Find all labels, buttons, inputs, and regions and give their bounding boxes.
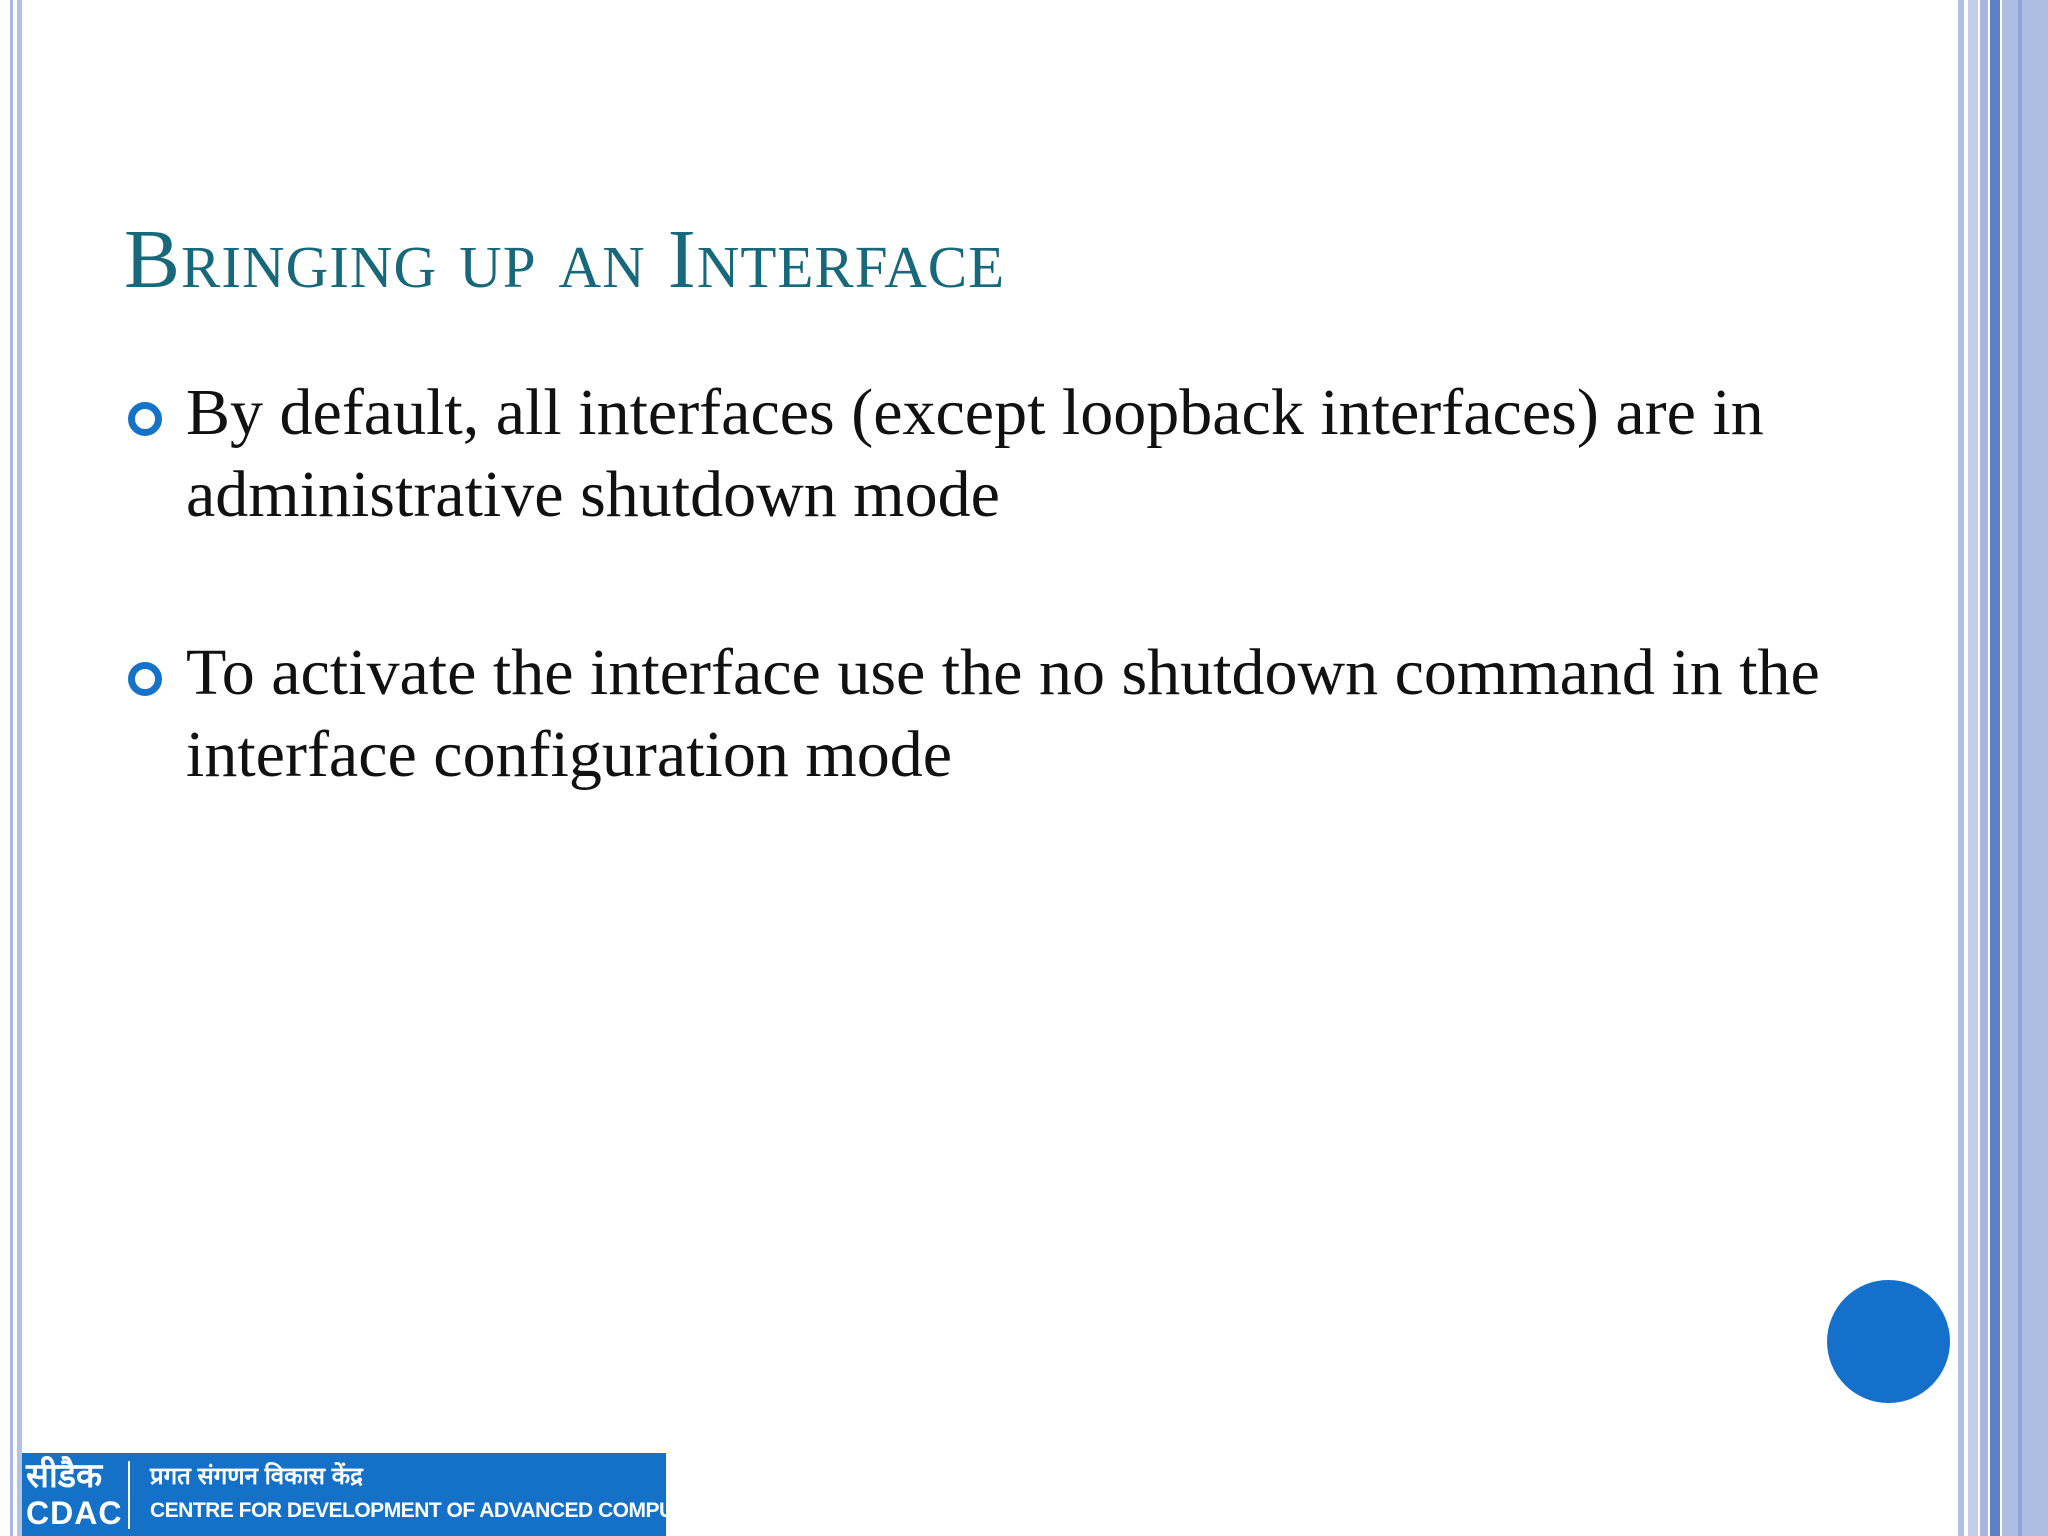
bullet-item (124, 372, 1924, 536)
logo-short-name: CDAC (26, 1495, 123, 1531)
right-border-stripe (1958, 0, 1964, 1536)
bullet-text: To activate the interface use the no shutdown command in the interface configuration mode (186, 636, 1820, 791)
logo-english-full-name: CENTRE FOR DEVELOPMENT OF ADVANCED COMPUTING (150, 1499, 722, 1522)
cdac-logo-mark (22, 1453, 130, 1536)
cdac-logo-banner (22, 1453, 722, 1536)
left-border-line (10, 0, 13, 1536)
left-border-line (17, 0, 22, 1536)
decorative-circle-icon (1827, 1280, 1950, 1403)
ring-bullet-icon (128, 402, 162, 436)
bullet-list (124, 372, 1924, 892)
bullet-text: By default, all interfaces (except loopback interfaces) are in administrative shutdown mode (186, 376, 1764, 531)
logo-hindi-full-name: प्रगत संगणन विकास केंद्र (150, 1463, 363, 1490)
slide-title: Bringing up an Interface (124, 213, 1006, 306)
right-border-stripe (1980, 0, 1988, 1536)
bullet-item (124, 632, 1924, 796)
right-border-stripe (2018, 0, 2022, 1536)
right-border-stripe (2002, 0, 2048, 1536)
ring-bullet-icon (128, 662, 162, 696)
right-border-stripe (1990, 0, 2000, 1536)
right-border-stripe (1968, 0, 1978, 1536)
logo-hindi-short: सीडैक (26, 1457, 103, 1495)
logo-divider (128, 1461, 130, 1529)
